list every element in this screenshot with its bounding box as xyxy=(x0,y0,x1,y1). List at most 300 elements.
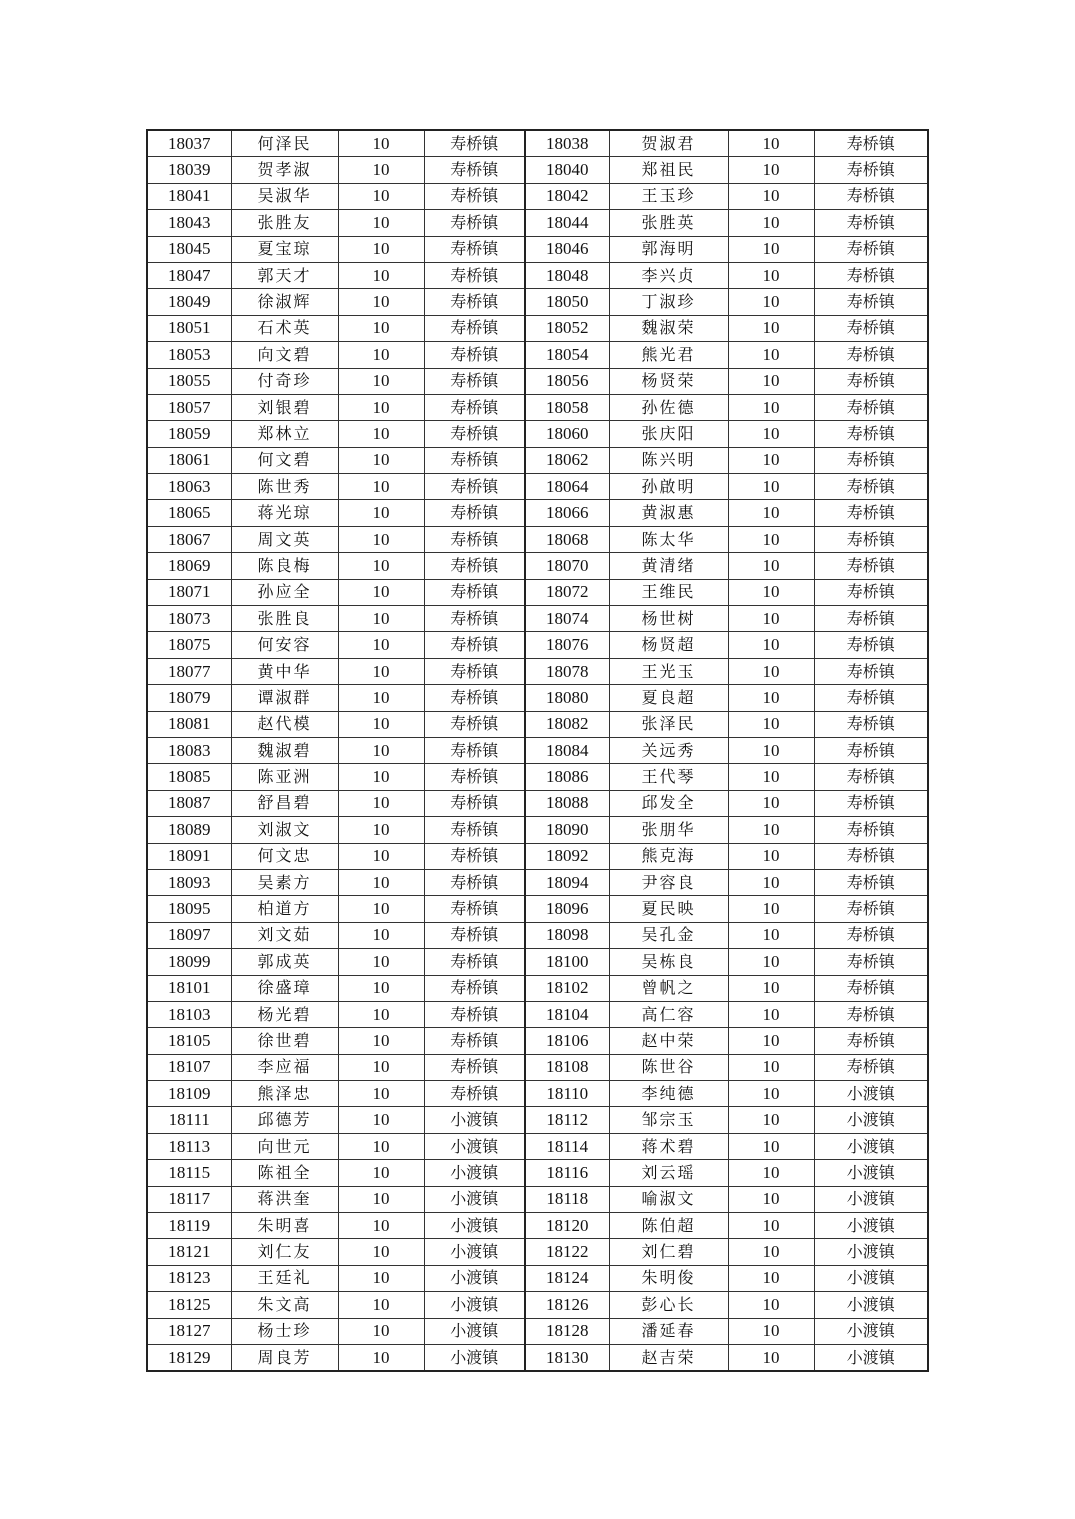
left-record-id-cell: 18045 xyxy=(147,236,231,262)
left-amount-cell: 10 xyxy=(338,500,424,526)
left-town-name-cell: 寿桥镇 xyxy=(424,658,525,684)
table-row xyxy=(147,922,928,948)
right-record-id-cell: 18100 xyxy=(525,949,609,975)
left-town-name-cell: 寿桥镇 xyxy=(424,183,525,209)
right-person-name-cell: 尹容良 xyxy=(609,869,728,895)
left-person-name-cell: 何文碧 xyxy=(231,447,338,473)
left-amount-cell: 10 xyxy=(338,1028,424,1054)
right-record-id-cell: 18084 xyxy=(525,737,609,763)
left-person-name-cell: 李应福 xyxy=(231,1054,338,1080)
right-person-name-cell: 黄淑惠 xyxy=(609,500,728,526)
right-person-name-cell: 王光玉 xyxy=(609,658,728,684)
right-town-name-cell: 小渡镇 xyxy=(814,1344,928,1371)
left-person-name-cell: 陈亚洲 xyxy=(231,764,338,790)
left-record-id-cell: 18099 xyxy=(147,949,231,975)
left-person-name-cell: 陈世秀 xyxy=(231,474,338,500)
left-town-name-cell: 小渡镇 xyxy=(424,1133,525,1159)
right-person-name-cell: 朱明俊 xyxy=(609,1265,728,1291)
left-record-id-cell: 18075 xyxy=(147,632,231,658)
right-town-name-cell: 寿桥镇 xyxy=(814,394,928,420)
right-record-id-cell: 18116 xyxy=(525,1160,609,1186)
left-record-id-cell: 18063 xyxy=(147,474,231,500)
table-row xyxy=(147,896,928,922)
right-amount-cell: 10 xyxy=(728,500,814,526)
left-person-name-cell: 郭天才 xyxy=(231,262,338,288)
right-person-name-cell: 赵中荣 xyxy=(609,1028,728,1054)
right-amount-cell: 10 xyxy=(728,922,814,948)
right-amount-cell: 10 xyxy=(728,1160,814,1186)
right-town-name-cell: 寿桥镇 xyxy=(814,315,928,341)
right-person-name-cell: 夏民映 xyxy=(609,896,728,922)
left-person-name-cell: 何安容 xyxy=(231,632,338,658)
roster-table xyxy=(146,129,929,1372)
left-person-name-cell: 杨士珍 xyxy=(231,1318,338,1344)
left-record-id-cell: 18097 xyxy=(147,922,231,948)
left-town-name-cell: 寿桥镇 xyxy=(424,579,525,605)
right-amount-cell: 10 xyxy=(728,1054,814,1080)
right-record-id-cell: 18096 xyxy=(525,896,609,922)
left-town-name-cell: 寿桥镇 xyxy=(424,262,525,288)
left-record-id-cell: 18059 xyxy=(147,421,231,447)
right-person-name-cell: 喻淑文 xyxy=(609,1186,728,1212)
right-record-id-cell: 18068 xyxy=(525,526,609,552)
right-person-name-cell: 李纯德 xyxy=(609,1081,728,1107)
right-person-name-cell: 王代琴 xyxy=(609,764,728,790)
right-town-name-cell: 小渡镇 xyxy=(814,1107,928,1133)
left-record-id-cell: 18073 xyxy=(147,606,231,632)
left-town-name-cell: 小渡镇 xyxy=(424,1239,525,1265)
left-amount-cell: 10 xyxy=(338,210,424,236)
right-person-name-cell: 刘云瑶 xyxy=(609,1160,728,1186)
left-person-name-cell: 蒋光琼 xyxy=(231,500,338,526)
right-amount-cell: 10 xyxy=(728,342,814,368)
left-person-name-cell: 陈祖全 xyxy=(231,1160,338,1186)
right-record-id-cell: 18114 xyxy=(525,1133,609,1159)
left-record-id-cell: 18115 xyxy=(147,1160,231,1186)
left-town-name-cell: 寿桥镇 xyxy=(424,394,525,420)
left-town-name-cell: 寿桥镇 xyxy=(424,1028,525,1054)
left-amount-cell: 10 xyxy=(338,1081,424,1107)
left-town-name-cell: 寿桥镇 xyxy=(424,922,525,948)
right-record-id-cell: 18062 xyxy=(525,447,609,473)
left-town-name-cell: 小渡镇 xyxy=(424,1107,525,1133)
table-row xyxy=(147,817,928,843)
right-town-name-cell: 寿桥镇 xyxy=(814,421,928,447)
left-record-id-cell: 18053 xyxy=(147,342,231,368)
left-town-name-cell: 小渡镇 xyxy=(424,1318,525,1344)
left-town-name-cell: 小渡镇 xyxy=(424,1213,525,1239)
right-amount-cell: 10 xyxy=(728,843,814,869)
right-record-id-cell: 18038 xyxy=(525,130,609,157)
table-row xyxy=(147,1318,928,1344)
right-person-name-cell: 陈伯超 xyxy=(609,1213,728,1239)
table-row xyxy=(147,130,928,157)
right-record-id-cell: 18130 xyxy=(525,1344,609,1371)
roster-body xyxy=(147,130,928,1371)
left-person-name-cell: 石术英 xyxy=(231,315,338,341)
right-record-id-cell: 18118 xyxy=(525,1186,609,1212)
right-town-name-cell: 寿桥镇 xyxy=(814,236,928,262)
left-record-id-cell: 18061 xyxy=(147,447,231,473)
right-amount-cell: 10 xyxy=(728,315,814,341)
right-person-name-cell: 丁淑珍 xyxy=(609,289,728,315)
right-town-name-cell: 小渡镇 xyxy=(814,1081,928,1107)
right-town-name-cell: 寿桥镇 xyxy=(814,869,928,895)
left-person-name-cell: 柏道方 xyxy=(231,896,338,922)
right-person-name-cell: 邹宗玉 xyxy=(609,1107,728,1133)
right-town-name-cell: 寿桥镇 xyxy=(814,737,928,763)
left-person-name-cell: 谭淑群 xyxy=(231,685,338,711)
table-row xyxy=(147,500,928,526)
right-amount-cell: 10 xyxy=(728,817,814,843)
right-record-id-cell: 18050 xyxy=(525,289,609,315)
right-record-id-cell: 18104 xyxy=(525,1001,609,1027)
right-amount-cell: 10 xyxy=(728,1344,814,1371)
left-record-id-cell: 18067 xyxy=(147,526,231,552)
table-row xyxy=(147,1028,928,1054)
left-person-name-cell: 刘淑文 xyxy=(231,817,338,843)
left-record-id-cell: 18051 xyxy=(147,315,231,341)
table-row xyxy=(147,394,928,420)
right-town-name-cell: 寿桥镇 xyxy=(814,949,928,975)
right-town-name-cell: 寿桥镇 xyxy=(814,685,928,711)
right-person-name-cell: 曾帆之 xyxy=(609,975,728,1001)
left-town-name-cell: 小渡镇 xyxy=(424,1160,525,1186)
right-town-name-cell: 寿桥镇 xyxy=(814,817,928,843)
left-town-name-cell: 寿桥镇 xyxy=(424,210,525,236)
right-record-id-cell: 18040 xyxy=(525,157,609,183)
right-person-name-cell: 孙佐德 xyxy=(609,394,728,420)
left-person-name-cell: 徐盛璋 xyxy=(231,975,338,1001)
left-record-id-cell: 18103 xyxy=(147,1001,231,1027)
table-row xyxy=(147,685,928,711)
left-town-name-cell: 寿桥镇 xyxy=(424,474,525,500)
left-record-id-cell: 18121 xyxy=(147,1239,231,1265)
table-row xyxy=(147,737,928,763)
left-record-id-cell: 18043 xyxy=(147,210,231,236)
table-row xyxy=(147,843,928,869)
right-amount-cell: 10 xyxy=(728,685,814,711)
table-row xyxy=(147,342,928,368)
right-town-name-cell: 小渡镇 xyxy=(814,1265,928,1291)
table-row xyxy=(147,236,928,262)
right-record-id-cell: 18058 xyxy=(525,394,609,420)
right-amount-cell: 10 xyxy=(728,869,814,895)
left-amount-cell: 10 xyxy=(338,1265,424,1291)
table-row xyxy=(147,1054,928,1080)
left-amount-cell: 10 xyxy=(338,579,424,605)
left-town-name-cell: 寿桥镇 xyxy=(424,685,525,711)
left-amount-cell: 10 xyxy=(338,869,424,895)
left-town-name-cell: 寿桥镇 xyxy=(424,843,525,869)
left-amount-cell: 10 xyxy=(338,315,424,341)
right-person-name-cell: 刘仁碧 xyxy=(609,1239,728,1265)
right-amount-cell: 10 xyxy=(728,1028,814,1054)
right-record-id-cell: 18078 xyxy=(525,658,609,684)
left-amount-cell: 10 xyxy=(338,394,424,420)
left-record-id-cell: 18111 xyxy=(147,1107,231,1133)
left-town-name-cell: 寿桥镇 xyxy=(424,368,525,394)
right-amount-cell: 10 xyxy=(728,1239,814,1265)
right-person-name-cell: 赵吉荣 xyxy=(609,1344,728,1371)
right-town-name-cell: 寿桥镇 xyxy=(814,157,928,183)
right-person-name-cell: 吴栋良 xyxy=(609,949,728,975)
left-amount-cell: 10 xyxy=(338,157,424,183)
left-town-name-cell: 寿桥镇 xyxy=(424,896,525,922)
right-person-name-cell: 张胜英 xyxy=(609,210,728,236)
left-record-id-cell: 18071 xyxy=(147,579,231,605)
left-amount-cell: 10 xyxy=(338,1292,424,1318)
right-record-id-cell: 18052 xyxy=(525,315,609,341)
right-amount-cell: 10 xyxy=(728,1133,814,1159)
left-record-id-cell: 18127 xyxy=(147,1318,231,1344)
right-record-id-cell: 18086 xyxy=(525,764,609,790)
right-record-id-cell: 18120 xyxy=(525,1213,609,1239)
right-town-name-cell: 寿桥镇 xyxy=(814,474,928,500)
left-town-name-cell: 小渡镇 xyxy=(424,1292,525,1318)
right-person-name-cell: 陈太华 xyxy=(609,526,728,552)
left-amount-cell: 10 xyxy=(338,922,424,948)
left-record-id-cell: 18037 xyxy=(147,130,231,157)
right-person-name-cell: 邱发全 xyxy=(609,790,728,816)
left-record-id-cell: 18123 xyxy=(147,1265,231,1291)
right-person-name-cell: 张庆阳 xyxy=(609,421,728,447)
right-amount-cell: 10 xyxy=(728,658,814,684)
left-person-name-cell: 付奇珍 xyxy=(231,368,338,394)
left-amount-cell: 10 xyxy=(338,1239,424,1265)
left-amount-cell: 10 xyxy=(338,289,424,315)
left-person-name-cell: 周文英 xyxy=(231,526,338,552)
left-person-name-cell: 刘银碧 xyxy=(231,394,338,420)
right-person-name-cell: 杨世树 xyxy=(609,606,728,632)
left-amount-cell: 10 xyxy=(338,262,424,288)
table-row xyxy=(147,421,928,447)
left-town-name-cell: 寿桥镇 xyxy=(424,632,525,658)
left-town-name-cell: 寿桥镇 xyxy=(424,421,525,447)
right-person-name-cell: 孙啟明 xyxy=(609,474,728,500)
right-town-name-cell: 寿桥镇 xyxy=(814,606,928,632)
right-town-name-cell: 寿桥镇 xyxy=(814,1028,928,1054)
right-town-name-cell: 小渡镇 xyxy=(814,1186,928,1212)
right-record-id-cell: 18106 xyxy=(525,1028,609,1054)
right-town-name-cell: 寿桥镇 xyxy=(814,1001,928,1027)
right-amount-cell: 10 xyxy=(728,949,814,975)
right-amount-cell: 10 xyxy=(728,447,814,473)
right-person-name-cell: 关远秀 xyxy=(609,737,728,763)
right-amount-cell: 10 xyxy=(728,1318,814,1344)
right-record-id-cell: 18110 xyxy=(525,1081,609,1107)
table-row xyxy=(147,1160,928,1186)
left-record-id-cell: 18047 xyxy=(147,262,231,288)
left-person-name-cell: 夏宝琼 xyxy=(231,236,338,262)
right-amount-cell: 10 xyxy=(728,1081,814,1107)
right-town-name-cell: 寿桥镇 xyxy=(814,210,928,236)
left-town-name-cell: 小渡镇 xyxy=(424,1265,525,1291)
right-person-name-cell: 吴孔金 xyxy=(609,922,728,948)
left-town-name-cell: 寿桥镇 xyxy=(424,949,525,975)
right-town-name-cell: 寿桥镇 xyxy=(814,790,928,816)
left-town-name-cell: 小渡镇 xyxy=(424,1344,525,1371)
left-amount-cell: 10 xyxy=(338,1107,424,1133)
left-record-id-cell: 18105 xyxy=(147,1028,231,1054)
left-amount-cell: 10 xyxy=(338,183,424,209)
right-record-id-cell: 18124 xyxy=(525,1265,609,1291)
left-town-name-cell: 寿桥镇 xyxy=(424,737,525,763)
left-person-name-cell: 张胜友 xyxy=(231,210,338,236)
left-record-id-cell: 18129 xyxy=(147,1344,231,1371)
right-record-id-cell: 18072 xyxy=(525,579,609,605)
left-person-name-cell: 孙应全 xyxy=(231,579,338,605)
right-amount-cell: 10 xyxy=(728,790,814,816)
right-amount-cell: 10 xyxy=(728,262,814,288)
document-page xyxy=(146,129,929,1372)
left-person-name-cell: 刘仁友 xyxy=(231,1239,338,1265)
right-town-name-cell: 寿桥镇 xyxy=(814,447,928,473)
table-row xyxy=(147,1186,928,1212)
right-record-id-cell: 18080 xyxy=(525,685,609,711)
right-record-id-cell: 18044 xyxy=(525,210,609,236)
left-town-name-cell: 寿桥镇 xyxy=(424,447,525,473)
right-town-name-cell: 小渡镇 xyxy=(814,1239,928,1265)
left-amount-cell: 10 xyxy=(338,474,424,500)
left-amount-cell: 10 xyxy=(338,896,424,922)
right-person-name-cell: 熊克海 xyxy=(609,843,728,869)
left-record-id-cell: 18125 xyxy=(147,1292,231,1318)
left-person-name-cell: 刘文茹 xyxy=(231,922,338,948)
left-town-name-cell: 寿桥镇 xyxy=(424,1054,525,1080)
left-amount-cell: 10 xyxy=(338,790,424,816)
left-record-id-cell: 18057 xyxy=(147,394,231,420)
right-town-name-cell: 寿桥镇 xyxy=(814,975,928,1001)
left-person-name-cell: 吴素方 xyxy=(231,869,338,895)
right-amount-cell: 10 xyxy=(728,368,814,394)
left-person-name-cell: 陈良梅 xyxy=(231,553,338,579)
table-row xyxy=(147,949,928,975)
left-town-name-cell: 寿桥镇 xyxy=(424,289,525,315)
right-record-id-cell: 18126 xyxy=(525,1292,609,1318)
right-town-name-cell: 小渡镇 xyxy=(814,1160,928,1186)
right-town-name-cell: 小渡镇 xyxy=(814,1292,928,1318)
right-amount-cell: 10 xyxy=(728,1213,814,1239)
left-record-id-cell: 18091 xyxy=(147,843,231,869)
right-person-name-cell: 夏良超 xyxy=(609,685,728,711)
left-record-id-cell: 18085 xyxy=(147,764,231,790)
right-person-name-cell: 黄清绪 xyxy=(609,553,728,579)
left-town-name-cell: 寿桥镇 xyxy=(424,500,525,526)
left-amount-cell: 10 xyxy=(338,1133,424,1159)
left-town-name-cell: 寿桥镇 xyxy=(424,315,525,341)
left-town-name-cell: 寿桥镇 xyxy=(424,1081,525,1107)
left-person-name-cell: 黄中华 xyxy=(231,658,338,684)
right-record-id-cell: 18112 xyxy=(525,1107,609,1133)
right-person-name-cell: 潘延春 xyxy=(609,1318,728,1344)
right-town-name-cell: 寿桥镇 xyxy=(814,500,928,526)
right-record-id-cell: 18070 xyxy=(525,553,609,579)
right-town-name-cell: 寿桥镇 xyxy=(814,183,928,209)
left-person-name-cell: 赵代模 xyxy=(231,711,338,737)
left-record-id-cell: 18095 xyxy=(147,896,231,922)
left-amount-cell: 10 xyxy=(338,711,424,737)
left-person-name-cell: 王廷礼 xyxy=(231,1265,338,1291)
right-record-id-cell: 18066 xyxy=(525,500,609,526)
right-amount-cell: 10 xyxy=(728,474,814,500)
right-amount-cell: 10 xyxy=(728,157,814,183)
left-town-name-cell: 寿桥镇 xyxy=(424,817,525,843)
right-amount-cell: 10 xyxy=(728,896,814,922)
right-record-id-cell: 18088 xyxy=(525,790,609,816)
table-row xyxy=(147,1239,928,1265)
left-person-name-cell: 徐淑辉 xyxy=(231,289,338,315)
right-town-name-cell: 寿桥镇 xyxy=(814,896,928,922)
right-person-name-cell: 杨贤荣 xyxy=(609,368,728,394)
table-row xyxy=(147,711,928,737)
left-record-id-cell: 18117 xyxy=(147,1186,231,1212)
right-person-name-cell: 张泽民 xyxy=(609,711,728,737)
right-record-id-cell: 18064 xyxy=(525,474,609,500)
left-town-name-cell: 寿桥镇 xyxy=(424,711,525,737)
left-record-id-cell: 18039 xyxy=(147,157,231,183)
left-record-id-cell: 18041 xyxy=(147,183,231,209)
left-record-id-cell: 18113 xyxy=(147,1133,231,1159)
left-amount-cell: 10 xyxy=(338,553,424,579)
right-amount-cell: 10 xyxy=(728,606,814,632)
left-town-name-cell: 寿桥镇 xyxy=(424,526,525,552)
table-row xyxy=(147,1001,928,1027)
left-town-name-cell: 寿桥镇 xyxy=(424,553,525,579)
right-town-name-cell: 寿桥镇 xyxy=(814,526,928,552)
right-amount-cell: 10 xyxy=(728,737,814,763)
left-record-id-cell: 18093 xyxy=(147,869,231,895)
left-amount-cell: 10 xyxy=(338,949,424,975)
left-amount-cell: 10 xyxy=(338,1186,424,1212)
right-person-name-cell: 陈兴明 xyxy=(609,447,728,473)
left-record-id-cell: 18107 xyxy=(147,1054,231,1080)
left-amount-cell: 10 xyxy=(338,447,424,473)
right-person-name-cell: 王维民 xyxy=(609,579,728,605)
left-amount-cell: 10 xyxy=(338,737,424,763)
right-person-name-cell: 蒋术碧 xyxy=(609,1133,728,1159)
left-amount-cell: 10 xyxy=(338,342,424,368)
left-person-name-cell: 周良芳 xyxy=(231,1344,338,1371)
left-record-id-cell: 18109 xyxy=(147,1081,231,1107)
right-record-id-cell: 18122 xyxy=(525,1239,609,1265)
right-town-name-cell: 小渡镇 xyxy=(814,1213,928,1239)
table-row xyxy=(147,289,928,315)
table-row xyxy=(147,1107,928,1133)
left-amount-cell: 10 xyxy=(338,975,424,1001)
table-row xyxy=(147,183,928,209)
table-row xyxy=(147,368,928,394)
left-amount-cell: 10 xyxy=(338,368,424,394)
left-person-name-cell: 向世元 xyxy=(231,1133,338,1159)
table-row xyxy=(147,157,928,183)
right-amount-cell: 10 xyxy=(728,632,814,658)
left-person-name-cell: 何文忠 xyxy=(231,843,338,869)
left-amount-cell: 10 xyxy=(338,843,424,869)
right-town-name-cell: 寿桥镇 xyxy=(814,658,928,684)
left-town-name-cell: 寿桥镇 xyxy=(424,342,525,368)
right-amount-cell: 10 xyxy=(728,210,814,236)
left-person-name-cell: 舒昌碧 xyxy=(231,790,338,816)
right-amount-cell: 10 xyxy=(728,526,814,552)
left-record-id-cell: 18049 xyxy=(147,289,231,315)
left-town-name-cell: 寿桥镇 xyxy=(424,975,525,1001)
table-row xyxy=(147,1081,928,1107)
right-record-id-cell: 18048 xyxy=(525,262,609,288)
right-record-id-cell: 18074 xyxy=(525,606,609,632)
left-person-name-cell: 杨光碧 xyxy=(231,1001,338,1027)
left-person-name-cell: 徐世碧 xyxy=(231,1028,338,1054)
